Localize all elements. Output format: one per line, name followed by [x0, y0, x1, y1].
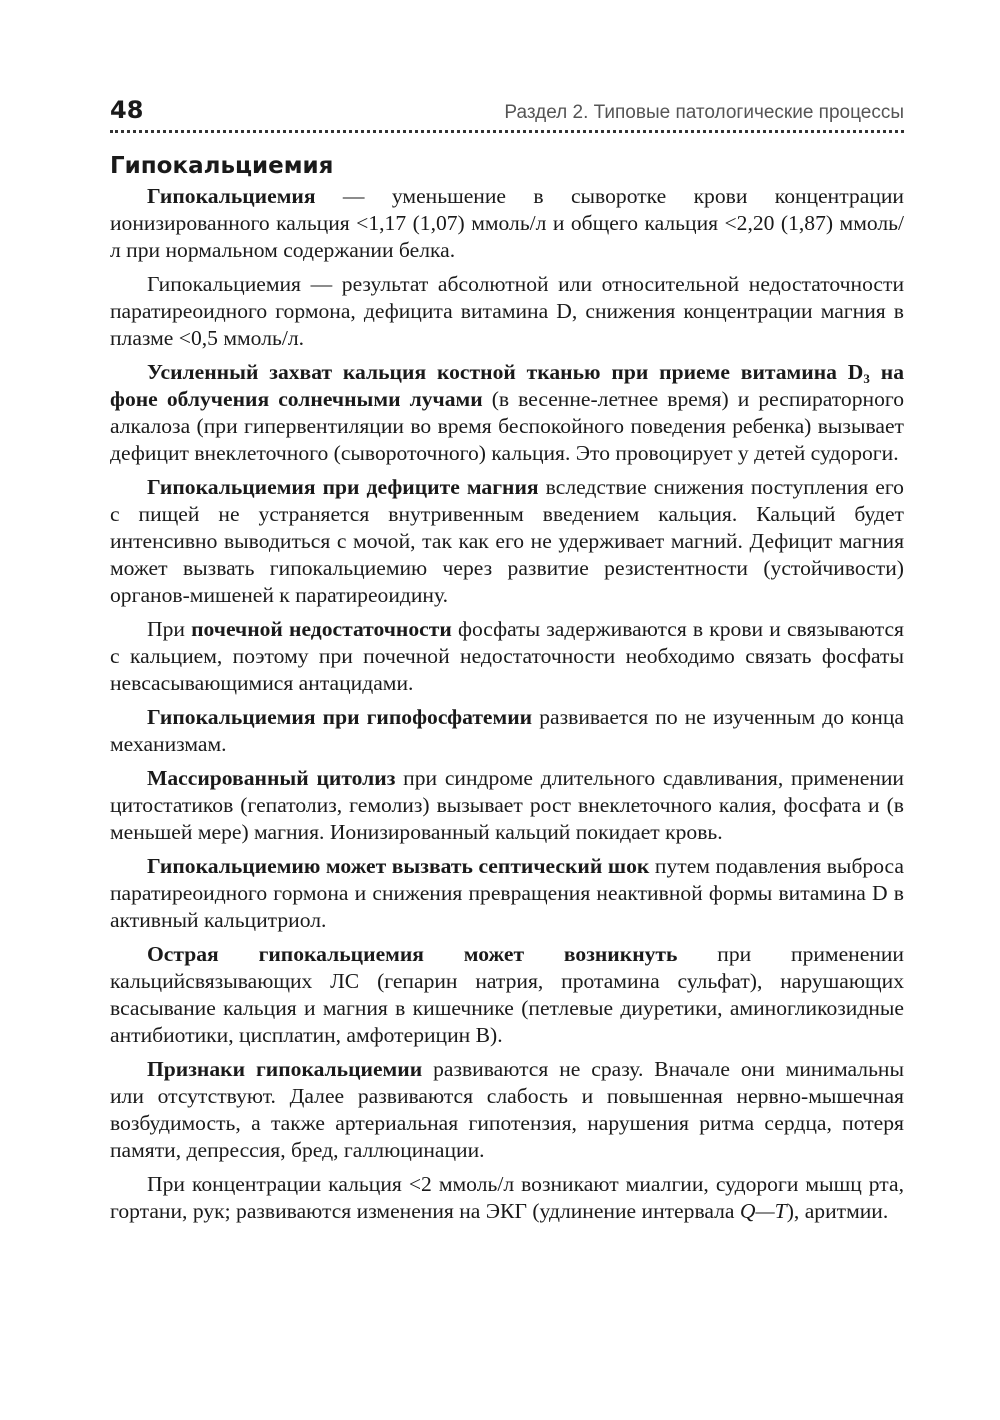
paragraph-text: путем подавления выброса паратиреоидного гормона и снижения превращения неактивной формы витамина D в активный кальцитриол.	[110, 854, 904, 932]
paragraph-text: (в весенне-летнее время) и респираторного алкалоза (при гипервентиляции во время беспокойного поведения ребенка) вызывает дефицит внеклеточного (сывороточного) кальция. Это провоцирует у детей судороги.	[110, 387, 904, 465]
paragraph-text: развивается по не изученным до конца механизмам.	[110, 705, 904, 756]
paragraph	[110, 271, 904, 352]
subscript: 3	[863, 371, 870, 386]
paragraph	[110, 941, 904, 1049]
paragraph-text: при синдроме длительного сдавливания, применении цитостатиков (гепатолиз, гемолиз) вызывает рост внеклеточного калия, фосфата и (в меньшей мере) магния. Ионизированный кальций покидает кровь.	[110, 766, 904, 844]
paragraph-text: фосфаты задерживаются в крови и связываются с кальцием, поэтому при почечной недостаточности необходимо связать фосфаты невсасывающимися антацидами.	[110, 617, 904, 695]
paragraph-text: При концентрации кальция <2 ммоль/л возникают миалгии, судороги мышц рта, гортани, рук; развиваются изменения на ЭКГ (удлинение интервала	[110, 1172, 904, 1223]
page-number: 48	[110, 96, 144, 124]
section-title: Гипокальциемия	[110, 153, 334, 179]
italic-term: Q—T	[739, 1199, 787, 1223]
bold-term: Гипокальциемия при гипофосфатемии	[147, 705, 533, 729]
paragraph	[110, 765, 904, 846]
paragraph-tail: ), аритмии.	[786, 1199, 889, 1223]
paragraph	[110, 474, 904, 609]
bold-term: почечной недостаточности	[191, 617, 452, 641]
paragraph	[110, 183, 904, 264]
paragraph	[110, 359, 904, 467]
paragraph	[110, 616, 904, 697]
paragraph	[110, 853, 904, 934]
paragraph	[110, 1171, 904, 1225]
header-dotted-rule	[110, 130, 904, 133]
page-header	[110, 96, 904, 126]
paragraph-text: вследствие снижения поступления его с пищей не устраняется внутривенным введением кальция. Кальций будет интенсивно выводиться с мочой, так как его не удерживает магний. Дефицит магния может вызвать гипокальциемию через развитие резистентности (устойчивости) органов-мишеней к паратиреоидину.	[110, 475, 904, 607]
document-page	[110, 96, 904, 1232]
running-title: Раздел 2. Типовые патологические процессы	[504, 102, 904, 123]
bold-term: Острая гипокальциемия может возникнуть	[147, 942, 678, 966]
paragraph-prefix: При	[147, 617, 192, 641]
paragraph-text: Гипокальциемия — результат абсолютной или относительной недостаточности паратиреоидного гормона, дефицита витамина D, снижения концентрации магния в плазме <0,5 ммоль/л.	[110, 272, 904, 350]
bold-term: Массированный цитолиз	[147, 766, 396, 790]
bold-term: Гипокальциемия при дефиците магния	[147, 475, 539, 499]
bold-term-part: Усиленный захват кальция костной тканью при приеме витамина D	[147, 360, 864, 384]
paragraph-text: развиваются не сразу. Вначале они минимальны или отсутствуют. Далее развиваются слабость и повышенная нервно-мышечная возбудимость, а также артериальная гипотензия, нарушения ритма сердца, потеря памяти, депрессия, бред, галлюцинации.	[110, 1057, 904, 1162]
paragraph	[110, 704, 904, 758]
body-text	[110, 183, 904, 1225]
paragraph-text: при применении кальцийсвязывающих ЛС (гепарин натрия, протамина сульфат), нарушающих всасывание кальция и магния в кишечнике (петлевые диуретики, аминогликозидные антибиотики, цисплатин, амфотерицин В).	[110, 942, 904, 1047]
bold-term: Гипокальциемия	[147, 184, 316, 208]
bold-term: Признаки гипокальциемии	[147, 1057, 423, 1081]
bold-term: Гипокальциемию может вызвать септический шок	[147, 854, 650, 878]
paragraph-text: — уменьшение в сыворотке крови концентрации ионизированного кальция <1,17 (1,07) ммоль/л и общего кальция <2,20 (1,87) ммоль/л при нормальном содержании белка.	[110, 184, 904, 262]
bold-term-part: на фоне облучения солнечными лучами	[110, 360, 905, 411]
paragraph	[110, 1056, 904, 1164]
